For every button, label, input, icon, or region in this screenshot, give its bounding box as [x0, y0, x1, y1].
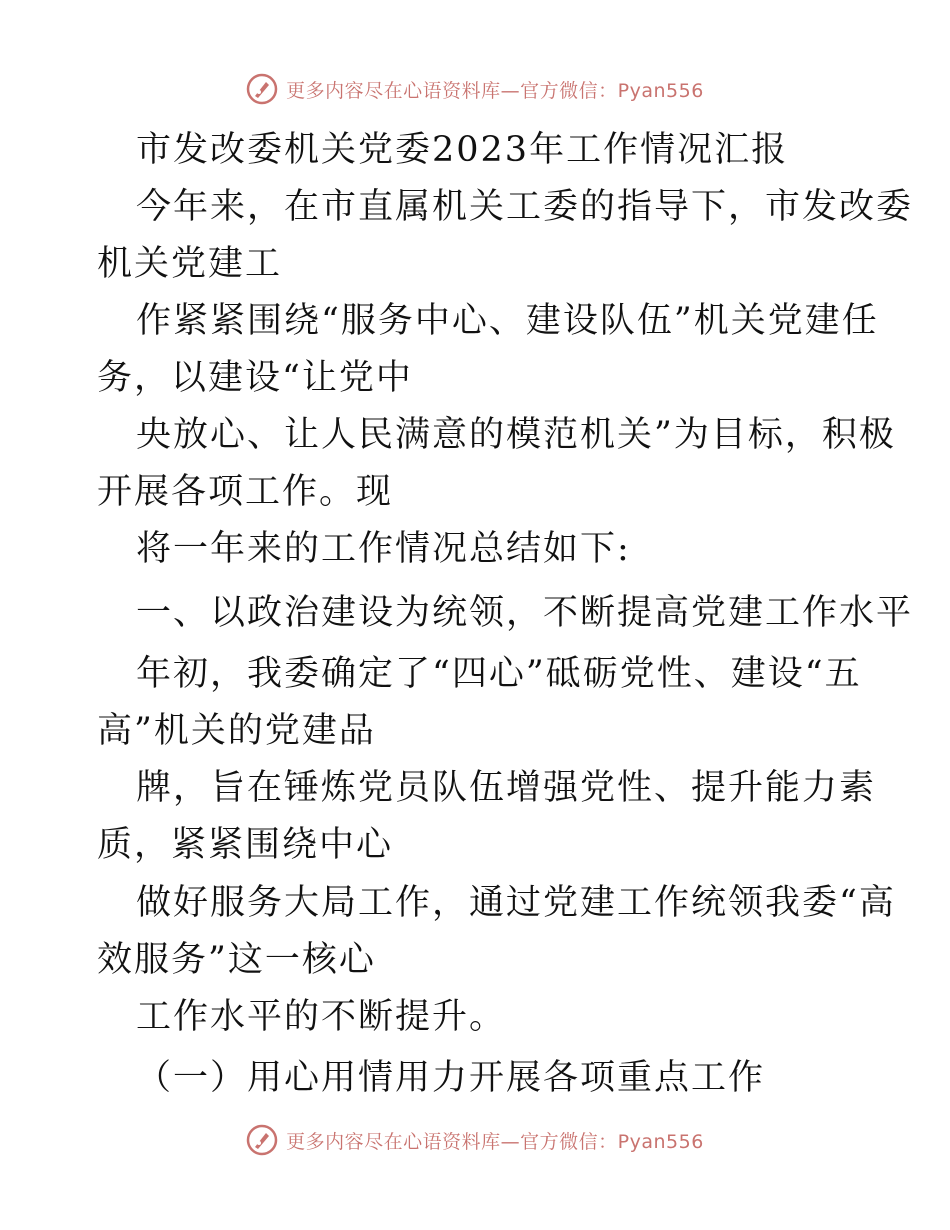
paragraph-line: 机关党建工 [97, 244, 283, 284]
paragraph-line: 高”机关的党建品 [97, 711, 376, 751]
paragraph-line: 央放心、让人民满意的模范机关”为目标，积极 [136, 415, 896, 455]
paragraph-line: 将一年来的工作情况总结如下: [136, 529, 631, 569]
paragraph-line: 工作水平的不断提升。 [136, 997, 507, 1037]
paragraph-line: 今年来，在市直属机关工委的指导下，市发改委 [136, 187, 914, 227]
paragraph-line: 做好服务大局工作，通过党建工作统领我委“高 [136, 883, 896, 923]
pen-circle-logo-icon [246, 73, 278, 105]
paragraph-line: 开展各项工作。现 [97, 472, 394, 512]
watermark-footer [0, 1123, 950, 1157]
section-heading: 一、以政治建设为统领，不断提高党建工作水平 [136, 593, 914, 633]
paragraph-line: 作紧紧围绕“服务中心、建设队伍”机关党建任 [136, 301, 879, 341]
paragraph-line: 效服务”这一核心 [97, 940, 376, 980]
pen-circle-logo-icon [246, 1124, 278, 1156]
paragraph-line: 牌，旨在锤炼党员队伍增强党性、提升能力素 [136, 768, 877, 808]
watermark-text: 更多内容尽在心语资料库—官方微信：Pyan556 [286, 1130, 704, 1153]
paragraph-line: 年初，我委确定了“四心”砥砺党性、建设“五 [136, 654, 862, 694]
watermark-text: 更多内容尽在心语资料库—官方微信：Pyan556 [286, 79, 704, 102]
watermark-header [0, 72, 950, 106]
subsection-heading: （一）用心用情用力开展各项重点工作 [136, 1058, 766, 1098]
document-title: 市发改委机关党委2023年工作情况汇报 [136, 130, 789, 170]
paragraph-line: 务，以建设“让党中 [97, 358, 413, 398]
paragraph-line: 质，紧紧围绕中心 [97, 825, 394, 865]
